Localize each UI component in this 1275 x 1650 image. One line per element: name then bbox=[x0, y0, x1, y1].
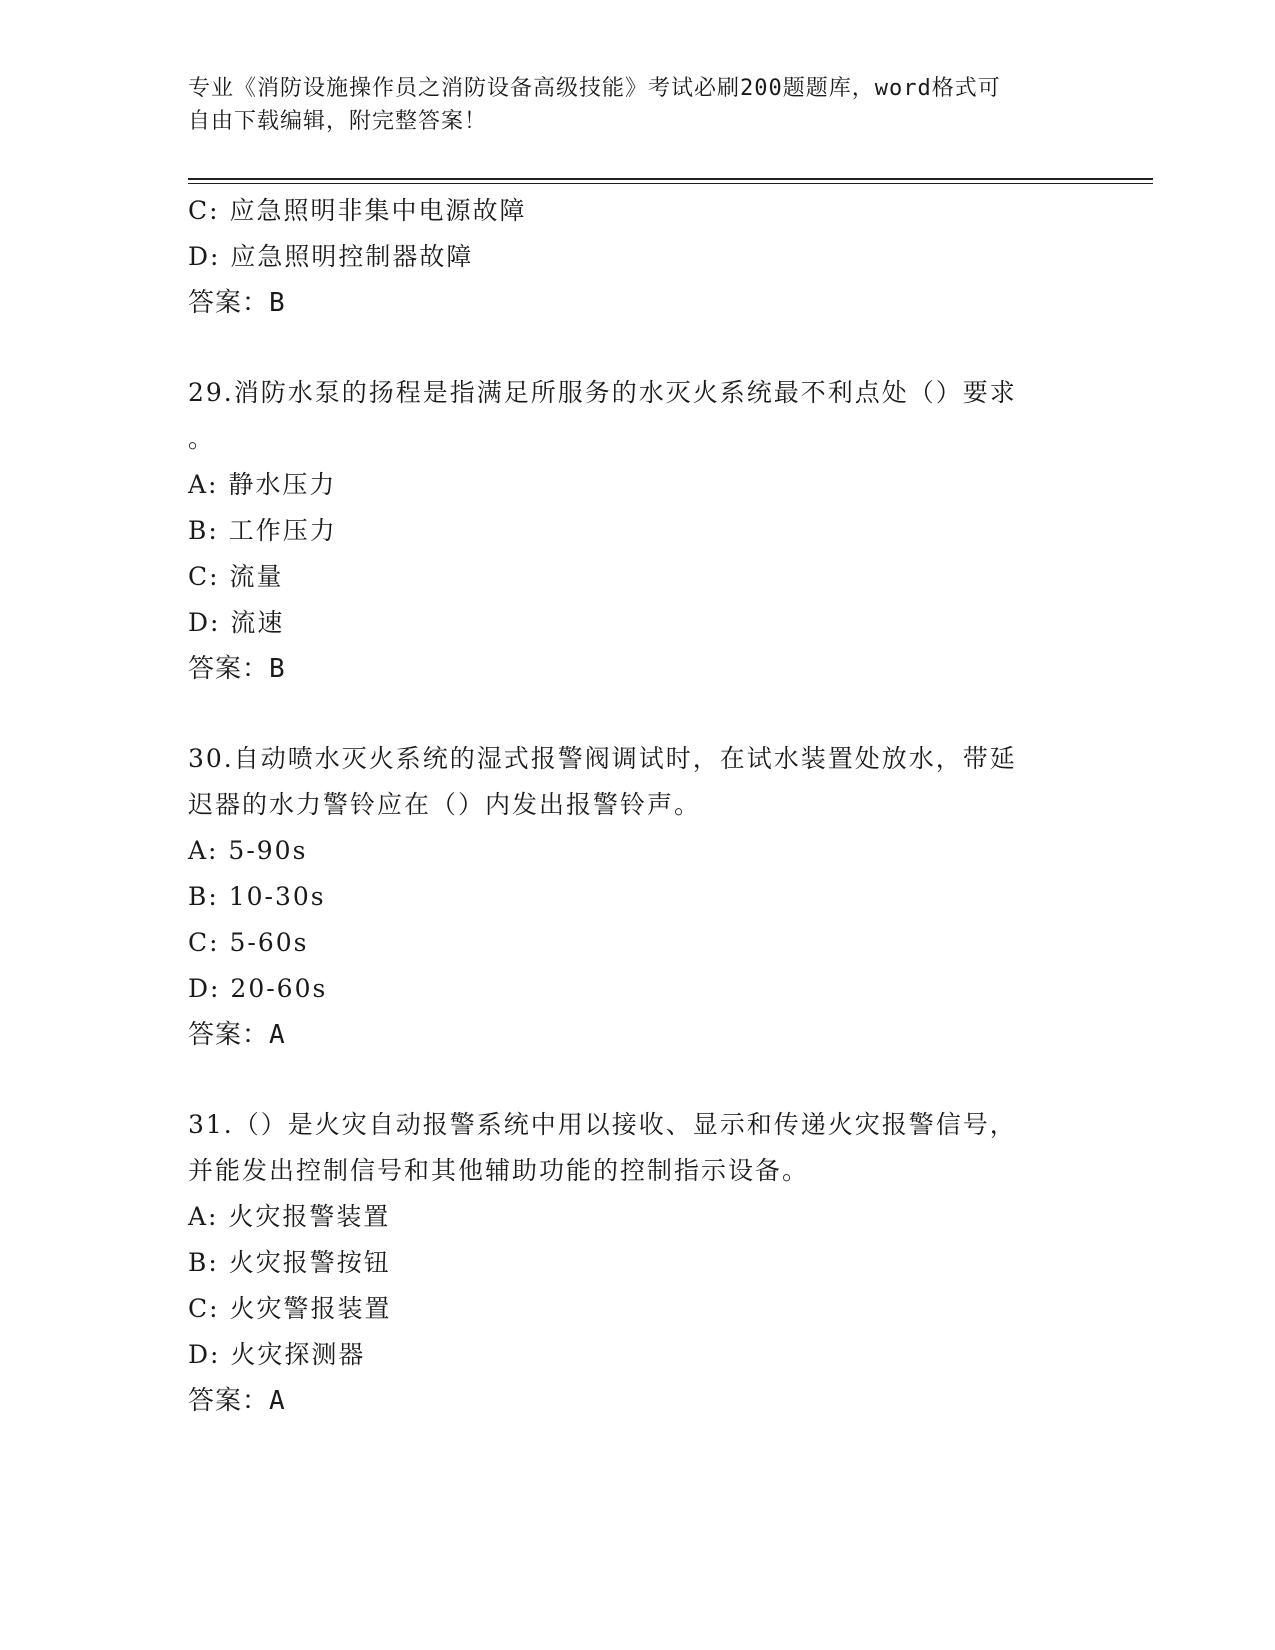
option-b: B: 工作压力 bbox=[188, 516, 337, 545]
header-line-2: 自由下载编辑，附完整答案！ bbox=[188, 109, 488, 134]
option-a: A: 5-90s bbox=[188, 836, 308, 865]
option-d: D: 火灾探测器 bbox=[188, 1340, 366, 1369]
option-c: C: 应急照明非集中电源故障 bbox=[188, 196, 527, 225]
question-list bbox=[188, 188, 1088, 1424]
question-block-prev bbox=[188, 188, 1088, 326]
option-c: C: 流量 bbox=[188, 562, 284, 591]
option-b: B: 10-30s bbox=[188, 882, 326, 911]
answer-line: 答案：B bbox=[188, 288, 286, 318]
answer-line: 答案：A bbox=[188, 1386, 286, 1416]
option-d: D: 流速 bbox=[188, 608, 285, 637]
answer-line: 答案：B bbox=[188, 654, 286, 684]
option-a: A: 火灾报警装置 bbox=[188, 1202, 391, 1231]
question-text-continued: 迟器的水力警铃应在（）内发出报警铃声。 bbox=[188, 790, 702, 819]
header-divider-thin bbox=[188, 183, 1153, 184]
option-a: A: 静水压力 bbox=[188, 470, 337, 499]
option-d: D: 20-60s bbox=[188, 974, 328, 1003]
option-b: B: 火灾报警按钮 bbox=[188, 1248, 391, 1277]
question-text-continued: 并能发出控制信号和其他辅助功能的控制指示设备。 bbox=[188, 1156, 810, 1185]
answer-line: 答案：A bbox=[188, 1020, 286, 1050]
question-block-29 bbox=[188, 370, 1088, 692]
question-text: 31.（）是火灾自动报警系统中用以接收、显示和传递火灾报警信号， bbox=[188, 1110, 1017, 1139]
question-text-continued: 。 bbox=[188, 424, 216, 453]
question-block-31 bbox=[188, 1102, 1088, 1424]
option-c: C: 5-60s bbox=[188, 928, 309, 957]
question-block-30 bbox=[188, 736, 1088, 1058]
option-d: D: 应急照明控制器故障 bbox=[188, 242, 474, 271]
header-divider bbox=[188, 178, 1153, 180]
header-line-1: 专业《消防设施操作员之消防设备高级技能》考试必刷200题题库，word格式可 bbox=[188, 76, 1001, 101]
question-text: 30.自动喷水灭火系统的湿式报警阀调试时，在试水装置处放水，带延 bbox=[188, 744, 1017, 773]
option-c: C: 火灾警报装置 bbox=[188, 1294, 392, 1323]
document-header bbox=[188, 72, 1088, 138]
question-text: 29.消防水泵的扬程是指满足所服务的水灭火系统最不利点处（）要求 bbox=[188, 378, 1017, 407]
